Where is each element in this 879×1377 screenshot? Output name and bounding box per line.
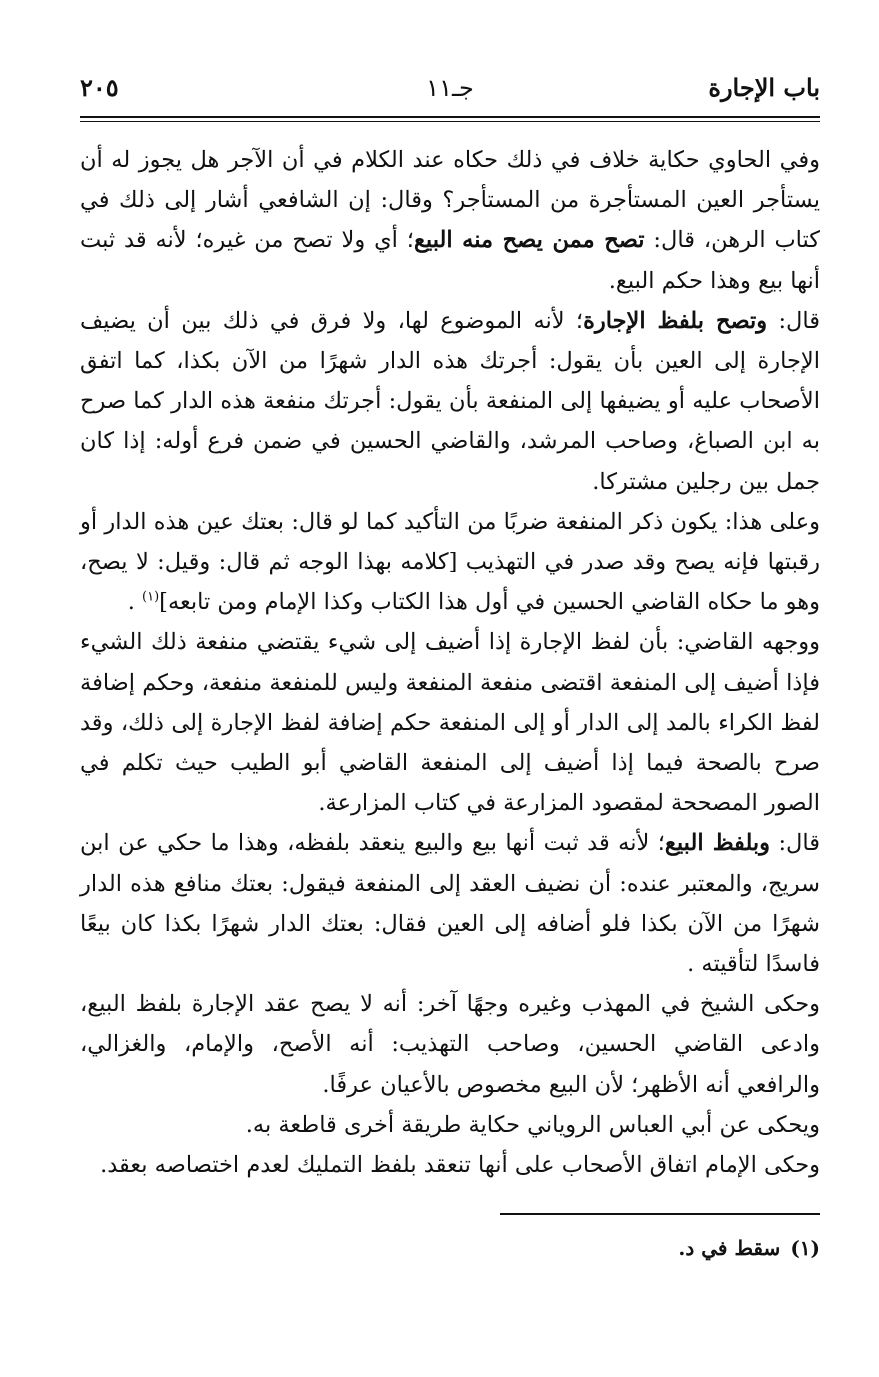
paragraph: وحكى الإمام اتفاق الأصحاب على أنها تنعقد بلفظ التمليك لعدم اختصاصه بعقد. [100, 1152, 820, 1179]
paragraph: ويحكى عن أبي العباس الروياني حكاية طريقة أخرى قاطعة به. [245, 1111, 820, 1138]
header-rule [80, 116, 820, 122]
quoted-text: وبلفظ البيع [664, 830, 771, 857]
paragraph: وعلى هذا: يكون ذكر المنفعة ضربًا من التأكيد كما لو قال: بعتك عين هذه الدار أو رقبتها فإنه يصح وقد صدر في التهذيب [كلامه بهذا الوجه ثم قال: وقيل: لا يصح، وهو ما حكاه القاضي الحسين في أول هذا الكتاب وكذا الإمام ومن تابعه]$^{(١)}$ . [80, 508, 820, 616]
quoted-text: تصح ممن يصح منه البيع [413, 227, 645, 254]
page-number: ٢٠٥ [80, 73, 119, 102]
chapter-title: باب الإجارة [708, 73, 820, 102]
footnote-text: سقط في د. [678, 1236, 781, 1261]
paragraph: وفي الحاوي حكاية خلاف في ذلك حكاه عند الكلام في أن الآجر هل يجوز له أن يستأجر العين المستأجرة من المستأجر؟ وقال: إن الشافعي أشار إلى ذلك في كتاب الرهن، قال: تصح ممن يصح منه البيع؛ أي ولا تصح من غيره؛ لأنه قد ثبت أنها بيع وهذا حكم البيع. [80, 147, 821, 294]
page [80, 70, 820, 1263]
paragraph: قال: وبلفظ البيع؛ لأنه قد ثبت أنها بيع والبيع ينعقد بلفظه، وهذا ما حكي عن ابن سريج، والمعتبر عنده: أن نضيف العقد إلى المنفعة فيقول: بعتك منافع هذه الدار شهرًا من الآن بكذا فلو أضافه إلى العين فقال: بعتك الدار شهرًا بكذا كان بيعًا فاسدًا لتأقيته . [80, 830, 820, 978]
paragraph: ووجهه القاضي: بأن لفظ الإجارة إذا أضيف إلى شيء يقتضي منفعة ذلك الشيء فإذا أضيف إلى المنفعة اقتضى منفعة المنفعة وليس للمنفعة منفعة، وحكم إضافة لفظ الكراء بالمد إلى الدار أو إلى المنفعة حكم إضافة لفظ الإجارة إلى ذلك، وقد صرح بالصحة فيما إذا أضيف إلى المنفعة القاضي أبو الطيب حيث تكلم في الصور المصححة لمقصود المزارعة في كتاب المزارعة. [80, 629, 820, 817]
paragraph: قال: وتصح بلفظ الإجارة؛ لأنه الموضوع لها، ولا فرق في ذلك بين أن يضيف الإجارة إلى العين بأن يقول: أجرتك هذه الدار شهرًا من الآن بكذا، كما اتفق الأصحاب عليه أو يضيفها إلى المنفعة بأن يقول: أجرتك منفعة هذه الدار كما صرح به ابن الصباغ، وصاحب المرشد، والقاضي الحسين في ضمن فرع أوله: إذا كان جمل بين رجلين مشتركا. [80, 307, 820, 495]
footnote-rule [500, 1213, 820, 1215]
volume-label: جـ١١ [426, 74, 474, 102]
footnote-marker: (١) [790, 1236, 820, 1261]
page-header [80, 70, 820, 114]
quoted-text: وتصح بلفظ الإجارة [583, 307, 768, 334]
main-text [80, 140, 820, 1185]
footnote [80, 1233, 820, 1263]
footnote-reference: (١) [142, 589, 160, 605]
paragraph: وحكى الشيخ في المهذب وغيره وجهًا آخر: أنه لا يصح عقد الإجارة بلفظ البيع، وادعى القاضي الحسين، وصاحب التهذيب: أنه الأصح، والإمام، والغزالي، والرافعي أنه الأظهر؛ لأن البيع مخصوص بالأعيان عرفًا. [80, 991, 820, 1098]
